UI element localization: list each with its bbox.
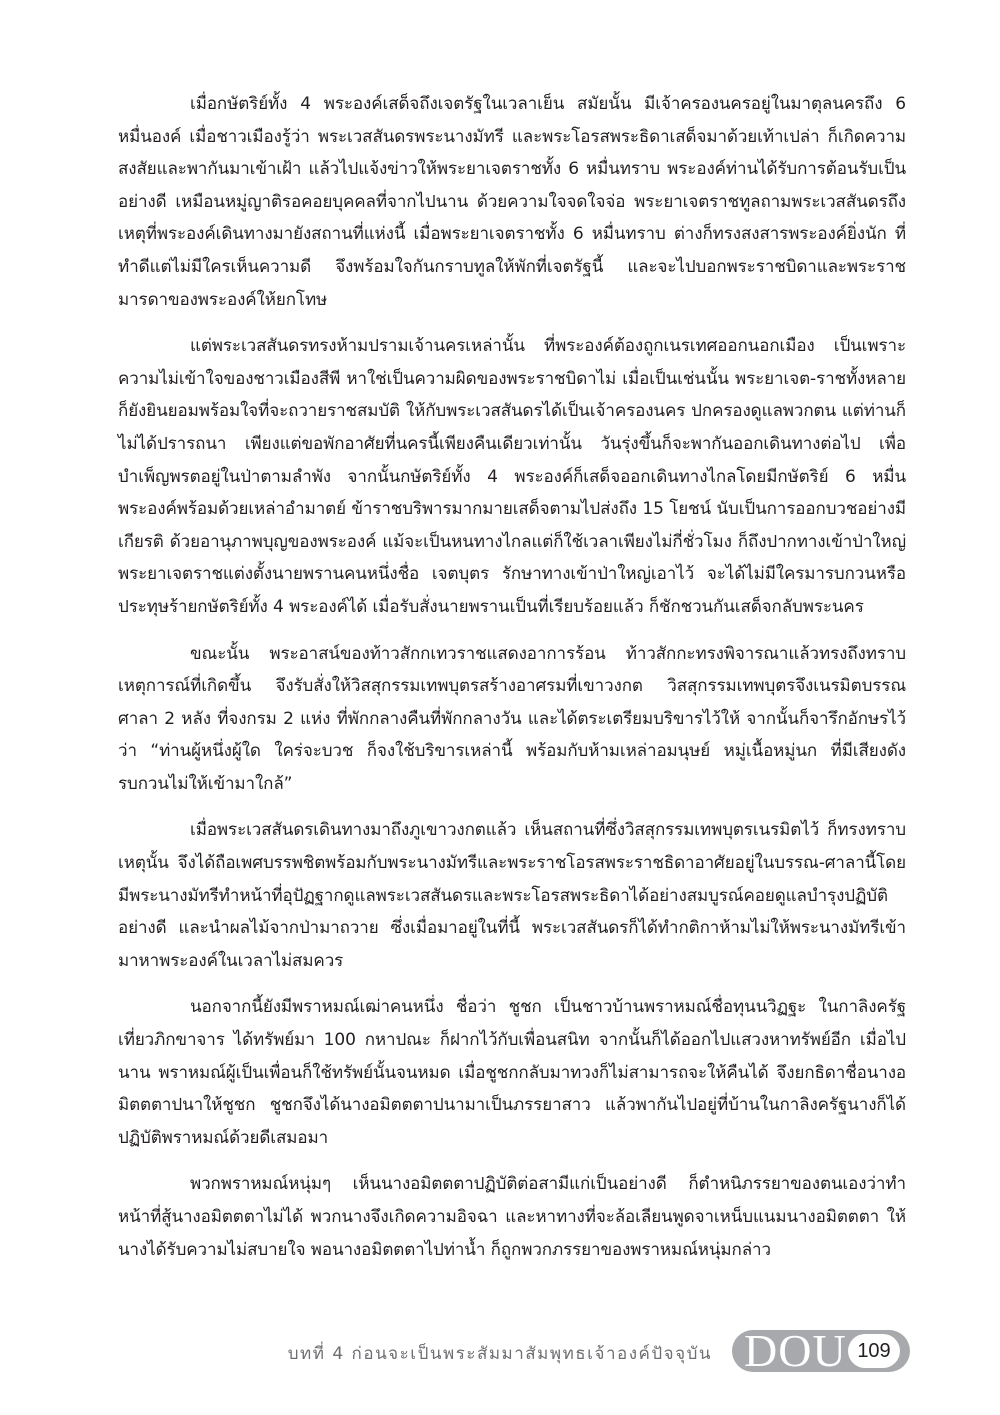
paragraph-6: พวกพราหมณ์หนุ่มๆ เห็นนางอมิตตตาปฏิบัติต่อสามีแก่เป็นอย่างดี ก็ตำหนิภรรยาของตนเองว่าทำหน้าที่สู้นางอมิตตตาไม่ได้ พวกนางจึงเกิดความอิจฉา และหาทางที่จะล้อเลียนพูดจาเหน็บแนมนางอมิตตตา ให้นางได้รับความไม่สบายใจ พอนางอมิตตตาไปท่าน้ำ ก็ถูกพวกภรรยาของพราหมณ์หนุ่มกล่าว	[118, 1174, 906, 1260]
paragraph-3: ขณะนั้น พระอาสน์ของท้าวสักกเทวราชแสดงอาการร้อน ท้าวสักกะทรงพิจารณาแล้วทรงถึงทราบเหตุการณ์ที่เกิดขึ้น จึงรับสั่งให้วิสสุกรรมเทพบุตรสร้างอาศรมที่เขาวงกต วิสสุกรรมเทพบุตรจึงเนรมิตบรรณศาลา 2 หลัง ที่จงกรม 2 แห่ง ที่พักกลางคืนที่พักกลางวัน และได้ตระเตรียมบริขารไว้ให้ จากนั้นก็จารึกอักษรไว้ว่า “ท่านผู้หนึ่งผู้ใด ใคร่จะบวช ก็จงใช้บริขารเหล่านี้ พร้อมกับห้ามเหล่าอมนุษย์ หมู่เนื้อหมู่นก ที่มีเสียงดังรบกวนไม่ให้เข้ามาใกล้”	[118, 643, 906, 794]
paragraph-2: แต่พระเวสสันดรทรงห้ามปรามเจ้านครเหล่านั้น ที่พระองค์ต้องถูกเนรเทศออกนอกเมือง เป็นเพราะความไม่เข้าใจของชาวเมืองสีพี หาใช่เป็นความผิดของพระราชบิดาไม่ เมื่อเป็นเช่นนั้น พระยาเจต-ราชทั้งหลายก็ยังยินยอมพร้อมใจที่จะถวายราชสมบัติ ให้กับพระเวสสันดรได้เป็นเจ้าครองนคร ปกครองดูแลพวกตน แต่ท่านก็ไม่ได้ปรารถนา เพียงแต่ขอพักอาศัยที่นครนี้เพียงคืนเดียวเท่านั้น วันรุ่งขึ้นก็จะพากันออกเดินทางต่อไป เพื่อบำเพ็ญพรตอยู่ในป่าตามลำพัง จากนั้นกษัตริย์ทั้ง 4 พระองค์ก็เสด็จออกเดินทางไกลโดยมีกษัตริย์ 6 หมื่นพระองค์พร้อมด้วยเหล่าอำมาตย์ ข้าราชบริพารมากมายเสด็จตามไปส่งถึง 15 โยชน์ นับเป็นการออกบวชอย่างมีเกียรติ ด้วยอานุภาพบุญของพระองค์ แม้จะเป็นหนทางไกลแต่ก็ใช้เวลาเพียงไม่กี่ชั่วโมง ก็ถึงปากทางเข้าป่าใหญ่ พระยาเจตราชแต่งตั้งนายพรานคนหนึ่งชื่อ เจตบุตร รักษาทางเข้าป่าใหญ่เอาไว้ จะได้ไม่มีใครมารบกวนหรือประทุษร้ายกษัตริย์ทั้ง 4 พระองค์ได้ เมื่อรับสั่งนายพรานเป็นที่เรียบร้อยแล้ว ก็ชักชวนกันเสด็จกลับพระนคร	[118, 336, 906, 617]
footer-badge	[732, 1325, 910, 1376]
running-head: บทที่ 4 ก่อนจะเป็นพระสัมมาสัมพุทธเจ้าองค์ปัจจุบัน	[287, 1344, 712, 1364]
dou-logo: DOU	[744, 1325, 847, 1376]
paragraph-5: นอกจากนี้ยังมีพราหมณ์เฒ่าคนหนึ่ง ชื่อว่า ชูชก เป็นชาวบ้านพราหมณ์ชื่อทุนนวิฏฐะ ในกาลิงครัฐเที่ยวภิกขาจาร ได้ทรัพย์มา 100 กหาปณะ ก็ฝากไว้กับเพื่อนสนิท จากนั้นก็ได้ออกไปแสวงหาทรัพย์อีก เมื่อไปนาน พราหมณ์ผู้เป็นเพื่อนก็ใช้ทรัพย์นั้นจนหมด เมื่อชูชกกลับมาทวงก็ไม่สามารถจะให้คืนได้ จึงยกธิดาชื่อนางอมิตตตาปนาให้ชูชก ชูชกจึงได้นางอมิตตตาปนามาเป็นภรรยาสาว แล้วพากันไปอยู่ที่บ้านในกาลิงครัฐนางก็ได้ปฏิบัติพราหมณ์ด้วยดีเสมอมา	[118, 997, 906, 1148]
page-number: 109	[848, 1334, 900, 1368]
paragraph-4: เมื่อพระเวสสันดรเดินทางมาถึงภูเขาวงกตแล้ว เห็นสถานที่ซึ่งวิสสุกรรมเทพบุตรเนรมิตไว้ ก็ทรงทราบเหตุนั้น จึงได้ถือเพศบรรพชิตพร้อมกับพระนางมัทรีและพระราชโอรสพระราชธิดาอาศัยอยู่ในบรรณ-ศาลานี้โดยมีพระนางมัทรีทำหน้าที่อุปัฏฐากดูแลพระเวสสันดรและพระโอรสพระธิดาได้อย่างสมบูรณ์คอยดูแลบำรุงปฏิบัติอย่างดี และนำผลไม้จากป่ามาถวาย ซึ่งเมื่อมาอยู่ในที่นี้ พระเวสสันดรก็ได้ทำกติกาห้ามไม่ให้พระนางมัทรีเข้ามาหาพระองค์ในเวลาไม่สมควร	[118, 820, 906, 971]
paragraph-1: เมื่อกษัตริย์ทั้ง 4 พระองค์เสด็จถึงเจตรัฐในเวลาเย็น สมัยนั้น มีเจ้าครองนครอยู่ในมาตุลนครถึง 6 หมื่นองค์ เมื่อชาวเมืองรู้ว่า พระเวสสันดรพระนางมัทรี และพระโอรสพระธิดาเสด็จมาด้วยเท้าเปล่า ก็เกิดความสงสัยและพากันมาเข้าเฝ้า แล้วไปแจ้งข่าวให้พระยาเจตราชทั้ง 6 หมื่นทราบ พระองค์ท่านได้รับการต้อนรับเป็นอย่างดี เหมือนหมู่ญาติรอคอยบุคคลที่จากไปนาน ด้วยความใจจดใจจ่อ พระยาเจตราชทูลถามพระเวสสันดรถึงเหตุที่พระองค์เดินทางมายังสถานที่แห่งนี้ เมื่อพระยาเจตราชทั้ง 6 หมื่นทราบ ต่างก็ทรงสงสารพระองค์ยิ่งนัก ที่ทำดีแต่ไม่มีใครเห็นความดี จึงพร้อมใจกันกราบทูลให้พักที่เจตรัฐนี้ และจะไปบอกพระราชบิดาและพระราชมารดาของพระองค์ให้ยกโทษ	[118, 94, 906, 310]
page-body	[118, 88, 906, 1280]
page-footer	[0, 1325, 1000, 1376]
